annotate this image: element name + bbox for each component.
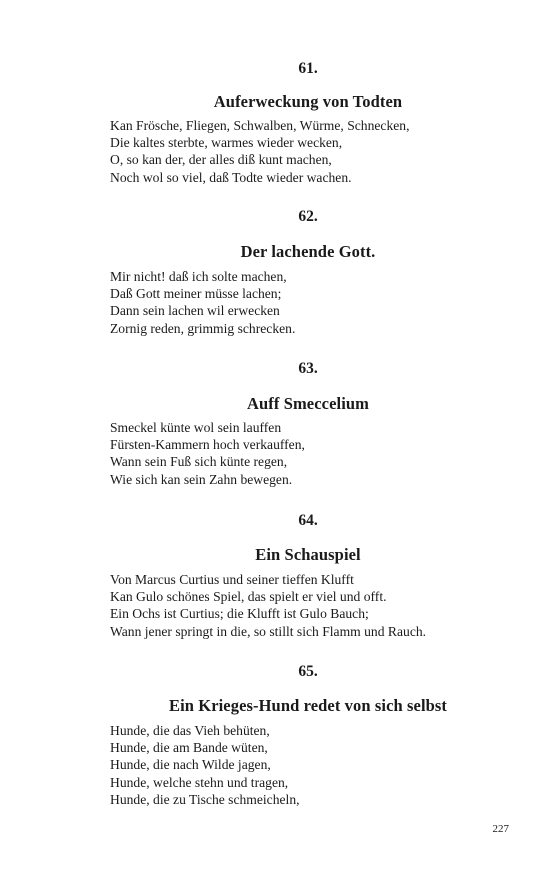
poem-61-title: Auferweckung von Todten (213, 92, 403, 111)
poem-line: Kan Frösche, Fliegen, Schwalben, Würme, Schnecken, (110, 118, 410, 133)
poem-61-stanza (110, 117, 530, 186)
poem-line: Kan Gulo schönes Spiel, das spielt er viel und offt. (110, 589, 387, 605)
poem-64-stanza (110, 571, 530, 640)
poem-line: Daß Gott meiner müsse lachen; (110, 286, 282, 302)
poem-line: Hunde, welche stehn und tragen, (110, 774, 289, 790)
page-number: 227 (492, 823, 509, 835)
poem-line: Smeckel künte wol sein lauffen (110, 420, 282, 435)
poem-line: Fürsten-Kammern hoch verkauffen, (110, 437, 305, 453)
poem-line: Wann jener springt in die, so stillt sich Flamm und Rauch. (110, 623, 427, 639)
poem-line: Hunde, die zu Tische schmeicheln, (110, 791, 300, 807)
poem-line: Noch wol so viel, daß Todte wieder wachen. (110, 169, 352, 185)
poem-line: Mir nicht! daß ich solte machen, (110, 269, 287, 284)
poem-line: Wann sein Fuß sich künte regen, (110, 454, 288, 470)
poem-line: Die kaltes sterbte, warmes wieder wecken, (110, 135, 343, 151)
poem-line: Hunde, die das Vieh behüten, (110, 723, 270, 738)
poem-line: Dann sein lachen wil erwecken (110, 303, 280, 319)
poem-62-stanza (110, 268, 530, 337)
poem-63-title: Auff Smeccelium (246, 394, 369, 413)
poem-line: O, so kan der, der alles diß kunt machen, (110, 152, 332, 168)
poem-65-title: Ein Krieges-Hund redet von sich selbst (168, 696, 448, 715)
poem-line: Ein Ochs ist Curtius; die Klufft ist Gulo Bauch; (110, 606, 369, 622)
poem-65-number: 65. (298, 663, 318, 680)
poem-64-title: Ein Schauspiel (255, 545, 361, 564)
poem-63-number: 63. (298, 360, 318, 377)
poem-line: Von Marcus Curtius und seiner tieffen Klufft (110, 572, 354, 587)
poem-line: Hunde, die nach Wilde jagen, (110, 757, 271, 773)
poem-63-stanza (110, 419, 530, 488)
poem-65-stanza (110, 722, 530, 808)
poem-62-number: 62. (298, 208, 318, 225)
poem-62-title: Der lachende Gott. (240, 242, 376, 261)
poem-61-number: 61. (298, 60, 318, 77)
poem-line: Zornig reden, grimmig schrecken. (110, 320, 296, 336)
poem-line: Hunde, die am Bande wüten, (110, 740, 268, 756)
poem-line: Wie sich kan sein Zahn bewegen. (110, 471, 293, 487)
poem-64-number: 64. (298, 512, 318, 529)
